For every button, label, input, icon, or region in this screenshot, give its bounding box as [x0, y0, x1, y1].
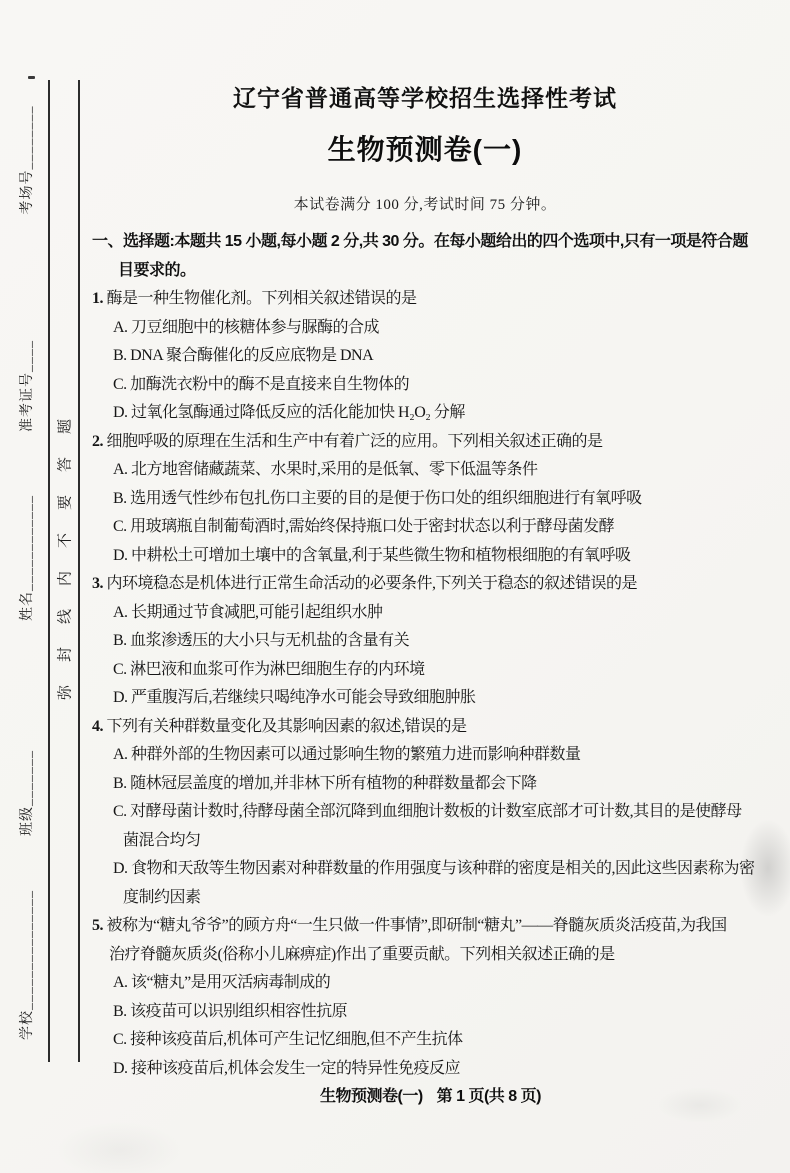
option-line: D. 严重腹泻后,若继续只喝纯净水可能会导致细胞肿胀: [113, 689, 476, 706]
field-school: 学校_______________: [20, 890, 35, 1040]
option-line: B. 随林冠层盖度的增加,并非林下所有植物的种群数量都会下降: [113, 774, 537, 792]
scan-artifact-mark: [28, 76, 35, 79]
option-line: D. 中耕松土可增加土壤中的含氧量,利于某些微生物和植物根细胞的有氧呼吸: [113, 546, 631, 564]
option-line: 度制约因素: [123, 888, 201, 906]
question-block: [92, 428, 764, 571]
option-line: D. 食物和天敌等生物因素对种群数量的作用强度与该种群的密度是相关的,因此这些因素称为密: [113, 860, 755, 877]
option-line: B. 血浆渗透压的大小只与无机盐的含量有关: [113, 632, 410, 649]
question-block: [92, 285, 764, 428]
seal-notice-text: 弥封线内不要答题: [56, 395, 74, 701]
question-stem-line: [92, 912, 764, 941]
option-line: A. 北方地窖储藏蔬菜、水果时,采用的是低氧、零下低温等条件: [113, 461, 538, 478]
question-block: [92, 713, 764, 913]
question-number: 1.: [92, 290, 103, 307]
option-line: D. 接种该疫苗后,机体会发生一定的特异性免疫反应: [113, 1059, 461, 1077]
option-line: C. 淋巴液和血浆可作为淋巴细胞生存的内环境: [113, 660, 425, 678]
footer-page-info: 第 1 页(共 8 页): [436, 1088, 541, 1105]
option-line: C. 用玻璃瓶自制葡萄酒时,需始终保持瓶口处于密封状态以利于酵母菌发酵: [113, 518, 615, 535]
option-line: A. 该“糖丸”是用灭活病毒制成的: [113, 974, 331, 991]
option-line: C. 对酵母菌计数时,待酵母菌全部沉降到血细胞计数板的计数室底部才可计数,其目的是使酵母: [113, 803, 742, 820]
exam-info-line: 本试卷满分 100 分,考试时间 75 分钟。: [293, 197, 557, 213]
seal-vertical-line-right: [78, 80, 80, 1062]
option-line: C. 接种该疫苗后,机体可产生记忆细胞,但不产生抗体: [113, 1031, 463, 1048]
option-line: A. 长期通过节食减肥,可能引起组织水肿: [113, 603, 383, 621]
question-stem-line: [92, 428, 764, 457]
field-student-name: 姓名____________: [20, 495, 35, 621]
option-line: B. DNA 聚合酶催化的反应底物是 DNA: [113, 347, 374, 364]
question-stem-text: 内环境稳态是机体进行正常生命活动的必要条件,下列关于稳态的叙述错误的是: [103, 575, 638, 592]
option-line: A. 种群外部的生物因素可以通过影响生物的繁殖力进而影响种群数量: [113, 746, 581, 763]
option-line: 菌混合均匀: [123, 831, 201, 849]
question-number: 3.: [92, 575, 103, 592]
option-line: D. 过氧化氢酶通过降低反应的活化能加快 H₂O₂ 分解: [113, 404, 465, 421]
exam-title: 辽宁省普通高等学校招生选择性考试: [233, 85, 617, 111]
section-instructions-line: 目要求的。: [118, 261, 196, 279]
option-line: C. 加酶洗衣粉中的酶不是直接来自生物体的: [113, 375, 410, 393]
question-number: 2.: [92, 432, 103, 450]
question-block: [92, 912, 764, 1083]
question-stem-text: 被称为“糖丸爷爷”的顾方舟“一生只做一件事情”,即研制“糖丸”——脊髓灰质炎活疫苗,为我国: [103, 917, 727, 934]
footer-paper-name: 生物预测卷(一): [320, 1088, 423, 1105]
question-area: [92, 228, 764, 1083]
question-stem-text: 细胞呼吸的原理在生活和生产中有着广泛的应用。下列相关叙述正确的是: [103, 432, 603, 450]
question-stem-text: 酶是一种生物催化剂。下列相关叙述错误的是: [103, 290, 417, 307]
option-line: B. 选用透气性纱布包扎伤口主要的目的是便于伤口处的组织细胞进行有氧呼吸: [113, 489, 642, 507]
section-instructions-line: 一、选择题:本题共 15 小题,每小题 2 分,共 30 分。在每小题给出的四个选项中,只有一项是符合题: [92, 233, 748, 250]
question-block: [92, 570, 764, 713]
page-footer: [320, 1083, 541, 1106]
question-number: 4.: [92, 717, 103, 735]
question-stem-text: 下列有关种群数量变化及其影响因素的叙述,错误的是: [103, 717, 467, 735]
paper-title: 生物预测卷(一): [327, 134, 523, 165]
seal-vertical-line-left: [48, 80, 50, 1062]
option-line: B. 该疫苗可以识别组织相容性抗原: [113, 1002, 348, 1020]
question-number: 5.: [92, 917, 103, 934]
option-line: A. 刀豆细胞中的核糖体参与脲酶的合成: [113, 318, 380, 336]
field-exam-room-number: 考场号________: [20, 105, 35, 215]
question-stem-line: [92, 713, 764, 742]
question-stem-line: 治疗脊髓灰质炎(俗称小儿麻痹症)作出了重要贡献。下列相关叙述正确的是: [109, 945, 615, 963]
question-stem-line: [92, 570, 764, 599]
field-class: 班级_______: [20, 750, 35, 836]
field-admission-ticket-number: 准考证号____: [20, 340, 35, 432]
question-stem-line: [92, 285, 764, 314]
